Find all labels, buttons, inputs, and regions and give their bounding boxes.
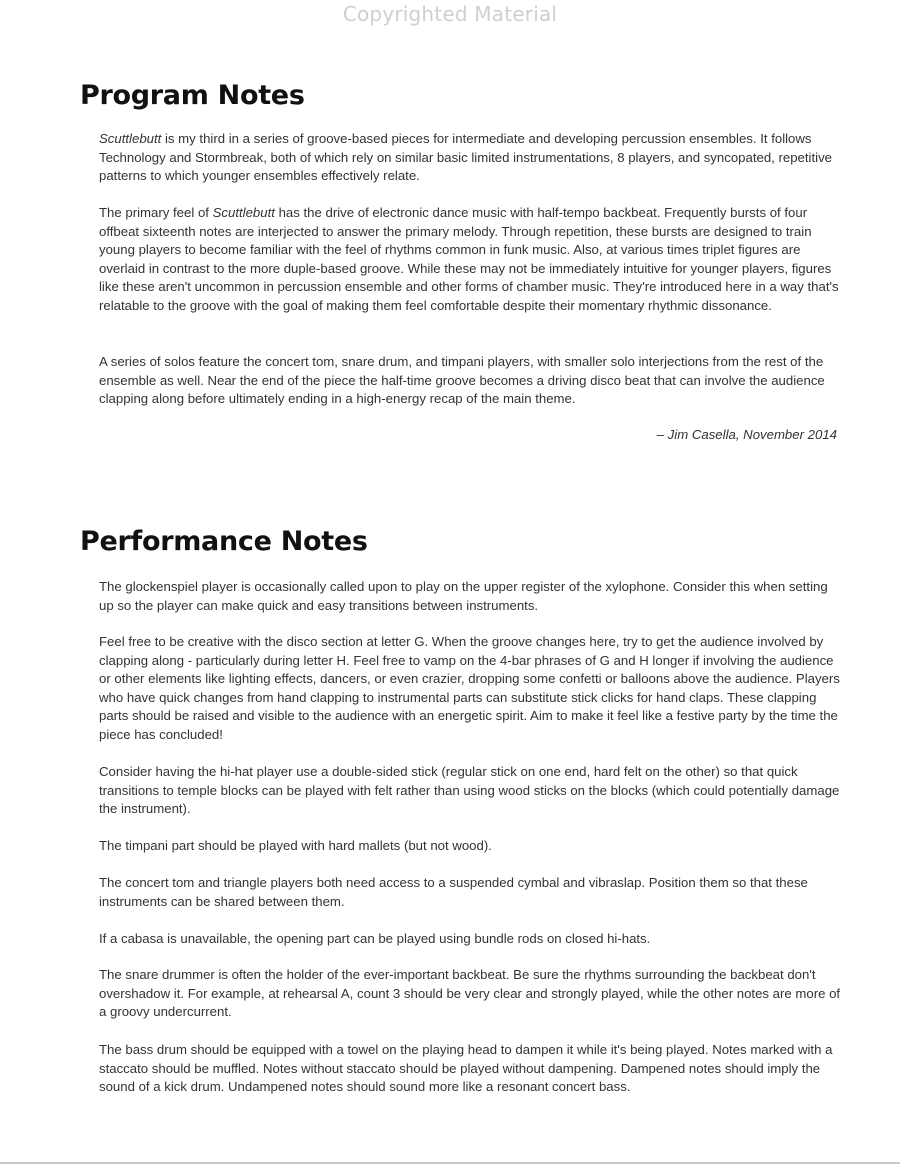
paragraph-text-before: The primary feel of bbox=[99, 205, 213, 220]
piece-title-italic: Scuttlebutt bbox=[212, 205, 275, 220]
performance-note-tom-triangle: The concert tom and triangle players both need access to a suspended cymbal and vibraslap. Position them so that these instruments can be shared between them. bbox=[99, 875, 808, 909]
paragraph-text-after: has the drive of electronic dance music with half-tempo backbeat. Frequently bursts of four offbeat sixteenth notes are interjected to answer the primary melody. Through repetition, these bursts are designed to train young players to become familiar with the feel of rhythms common in funk music. Also, at various times triplet figures are overlaid in contrast to the more duple-based groove. While these may not be immediately intuitive for younger players, figures like these aren't uncommon in percussion ensemble and other forms of chamber music. They're introduced here in a way that's relatable to the groove with the goal of making them feel comfortable despite their momentary rhythmic dissonance. bbox=[99, 205, 839, 313]
paragraph-text: is my third in a series of groove-based pieces for intermediate and developing percussion ensembles. It follows Technology and Stormbreak, both of which rely on similar basic limited instrumentations, 8 players, and syncopated, repetitive patterns to which younger ensembles effectively relate. bbox=[99, 131, 833, 183]
piece-title-italic: Scuttlebutt bbox=[99, 131, 162, 146]
performance-note-glockenspiel: The glockenspiel player is occasionally called upon to play on the upper register of the xylophone. Consider this when setting up so the player can make quick and easy transitions between instruments. bbox=[99, 579, 828, 613]
performance-note-disco-section: Feel free to be creative with the disco section at letter G. When the groove changes here, try to get the audience involved by clapping along - particularly during letter H. Feel free to vamp on the 4-bar phrases of G and H longer if involving the audience or other elements like lighting effects, dancers, or even crazier, dropping some confetti or balloons above the audience. Players who have quick changes from hand clapping to instrumental parts can substitute stick clicks for hand claps. These clapping parts should be raised and visible to the audience with an energetic spirit. Aim to make it feel like a festive party by the time the piece has concluded! bbox=[99, 634, 840, 742]
author-signature: – Jim Casella, November 2014 bbox=[656, 427, 837, 442]
program-notes-paragraph-3: A series of solos feature the concert tom, snare drum, and timpani players, with smaller solo interjections from the rest of the ensemble as well. Near the end of the piece the half-time groove becomes a driving disco beat that can involve the audience clapping along before ultimately ending in a high-energy recap of the main theme. bbox=[99, 354, 825, 406]
performance-notes-heading: Performance Notes bbox=[80, 526, 368, 557]
performance-note-hi-hat: Consider having the hi-hat player use a double-sided stick (regular stick on one end, hard felt on the other) so that quick transitions to temple blocks can be played with felt rather than using wood sticks on the blocks (which could potentially damage the instrument). bbox=[99, 764, 840, 816]
performance-note-bass-drum: The bass drum should be equipped with a towel on the playing head to dampen it while it's being played. Notes marked with a staccato should be muffled. Notes without staccato should be played without dampening. Dampened notes should imply the sound of a kick drum. Undampened notes should sound more like a resonant concert bass. bbox=[99, 1042, 833, 1094]
performance-note-cabasa: If a cabasa is unavailable, the opening part can be played using bundle rods on closed hi-hats. bbox=[99, 931, 651, 946]
program-notes-paragraph-1 bbox=[99, 130, 845, 186]
program-notes-heading: Program Notes bbox=[80, 80, 305, 111]
program-notes-paragraph-2 bbox=[99, 204, 845, 315]
performance-note-timpani: The timpani part should be played with hard mallets (but not wood). bbox=[99, 838, 492, 853]
performance-note-snare: The snare drummer is often the holder of the ever-important backbeat. Be sure the rhythms surrounding the backbeat don't overshadow it. For example, at rehearsal A, count 3 should be very clear and strongly played, while the other notes are more of a groovy undercurrent. bbox=[99, 967, 841, 1019]
copyright-watermark: Copyrighted Material bbox=[342, 2, 558, 26]
